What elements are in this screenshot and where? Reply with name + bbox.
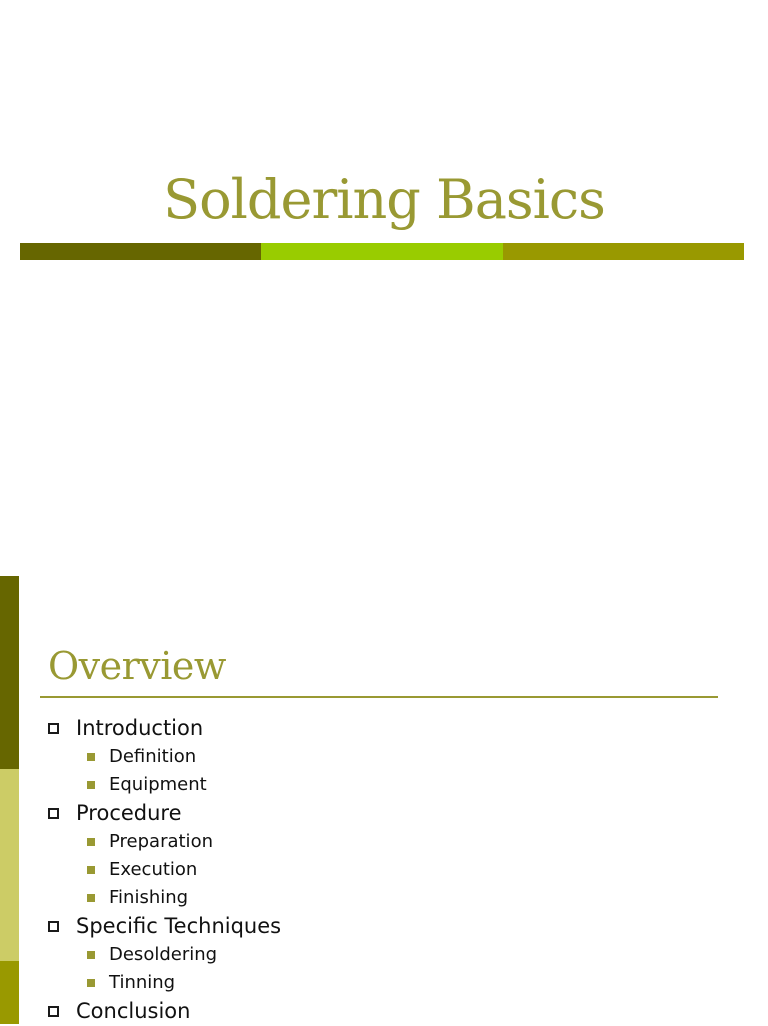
outline-section xyxy=(0,997,768,1026)
outline-section-label: Introduction xyxy=(76,716,204,740)
filled-square-bullet-icon xyxy=(87,781,95,789)
outline-section-label: Specific Techniques xyxy=(76,914,282,938)
outline-section-label: Conclusion xyxy=(76,999,191,1023)
outline-subitem-label: Preparation xyxy=(109,831,213,852)
outline-subitem-label: Definition xyxy=(109,746,197,767)
filled-square-bullet-icon xyxy=(87,753,95,761)
color-bar-segment-1 xyxy=(20,243,261,260)
outline-subitem-label: Execution xyxy=(109,859,198,880)
filled-square-bullet-icon xyxy=(87,894,95,902)
filled-square-bullet-icon xyxy=(87,979,95,987)
outline-section xyxy=(0,912,768,941)
hollow-square-bullet-icon xyxy=(48,1006,59,1017)
outline-subitem-label: Tinning xyxy=(109,972,176,993)
color-bar-segment-2 xyxy=(261,243,502,260)
slide-title: Soldering Basics xyxy=(163,168,605,231)
overview-slide xyxy=(0,576,768,1024)
outline-subitem xyxy=(0,941,768,969)
title-color-bar xyxy=(20,243,744,260)
outline-subitem-label: Desoldering xyxy=(109,944,218,965)
outline-subitem xyxy=(0,771,768,799)
hollow-square-bullet-icon xyxy=(48,921,59,932)
outline-subitem-label: Equipment xyxy=(109,774,207,795)
filled-square-bullet-icon xyxy=(87,838,95,846)
filled-square-bullet-icon xyxy=(87,951,95,959)
overview-title: Overview xyxy=(48,644,226,688)
outline-subitem xyxy=(0,856,768,884)
hollow-square-bullet-icon xyxy=(48,808,59,819)
outline-subitem xyxy=(0,743,768,771)
outline-subitem xyxy=(0,884,768,912)
outline-subitem-label: Finishing xyxy=(109,887,189,908)
hollow-square-bullet-icon xyxy=(48,723,59,734)
overview-outline xyxy=(0,714,768,1026)
outline-section xyxy=(0,799,768,828)
title-underline xyxy=(40,696,718,698)
outline-section xyxy=(0,714,768,743)
outline-section-label: Procedure xyxy=(76,801,182,825)
color-bar-segment-3 xyxy=(503,243,744,260)
filled-square-bullet-icon xyxy=(87,866,95,874)
outline-subitem xyxy=(0,828,768,856)
outline-subitem xyxy=(0,969,768,997)
